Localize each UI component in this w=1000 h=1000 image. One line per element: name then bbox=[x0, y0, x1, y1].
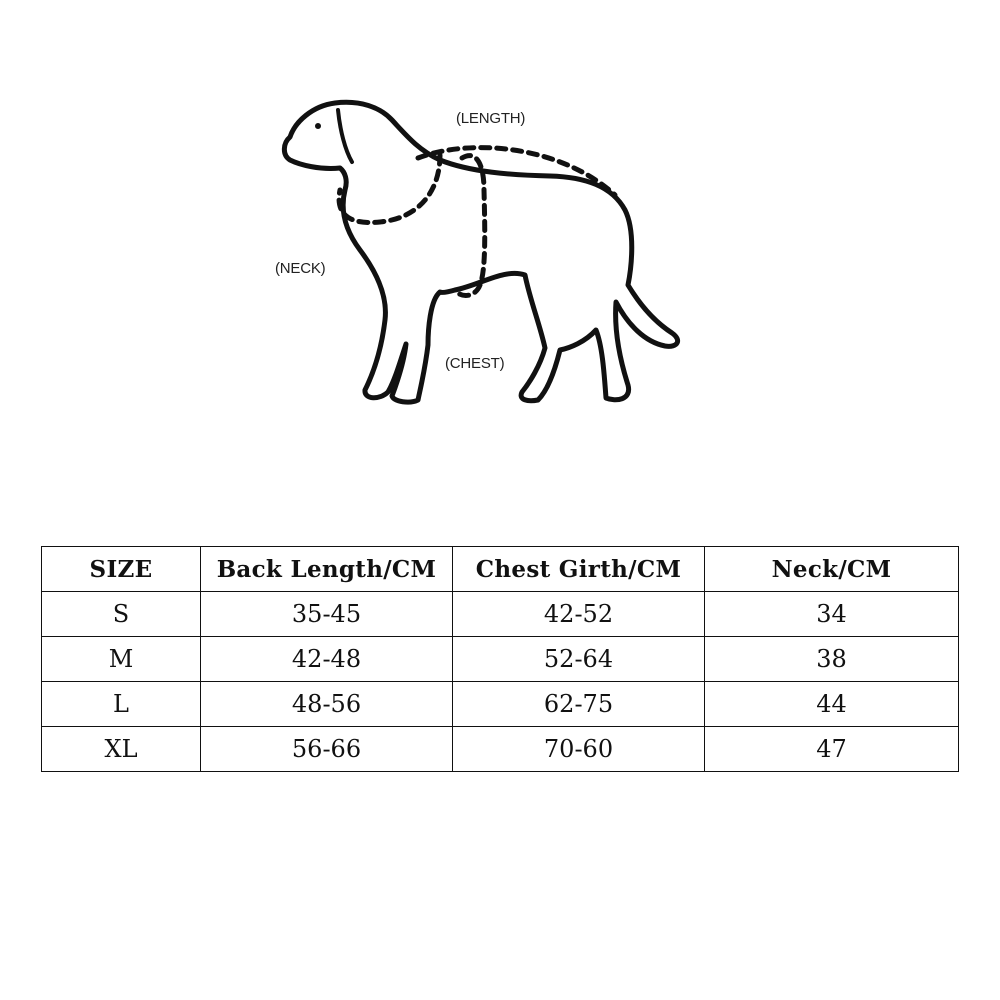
header-size: SIZE bbox=[42, 547, 201, 592]
cell-back-length: 35-45 bbox=[201, 592, 453, 637]
table-row bbox=[42, 592, 959, 637]
header-back-length: Back Length/CM bbox=[201, 547, 453, 592]
dog-ear-outline bbox=[338, 110, 352, 162]
table-header-row bbox=[42, 547, 959, 592]
cell-back-length: 56-66 bbox=[201, 727, 453, 772]
cell-chest-girth: 62-75 bbox=[453, 682, 705, 727]
table-row bbox=[42, 727, 959, 772]
cell-chest-girth: 42-52 bbox=[453, 592, 705, 637]
cell-neck: 34 bbox=[705, 592, 959, 637]
cell-back-length: 48-56 bbox=[201, 682, 453, 727]
cell-size: S bbox=[42, 592, 201, 637]
neck-measure-line bbox=[339, 155, 440, 223]
cell-neck: 44 bbox=[705, 682, 959, 727]
cell-size: L bbox=[42, 682, 201, 727]
cell-chest-girth: 70-60 bbox=[453, 727, 705, 772]
neck-label: (NECK) bbox=[275, 260, 326, 277]
cell-chest-girth: 52-64 bbox=[453, 637, 705, 682]
dog-eye bbox=[315, 123, 321, 129]
cell-size: XL bbox=[42, 727, 201, 772]
size-chart-table bbox=[41, 546, 959, 772]
header-chest-girth: Chest Girth/CM bbox=[453, 547, 705, 592]
length-label: (LENGTH) bbox=[456, 110, 526, 127]
chest-label: (CHEST) bbox=[445, 355, 505, 372]
cell-neck: 38 bbox=[705, 637, 959, 682]
cell-back-length: 42-48 bbox=[201, 637, 453, 682]
cell-neck: 47 bbox=[705, 727, 959, 772]
table-row bbox=[42, 682, 959, 727]
chest-measure-line bbox=[455, 156, 485, 296]
dog-measurement-diagram bbox=[0, 0, 1000, 430]
length-measure-line bbox=[418, 148, 615, 195]
cell-size: M bbox=[42, 637, 201, 682]
table-row bbox=[42, 637, 959, 682]
header-neck: Neck/CM bbox=[705, 547, 959, 592]
